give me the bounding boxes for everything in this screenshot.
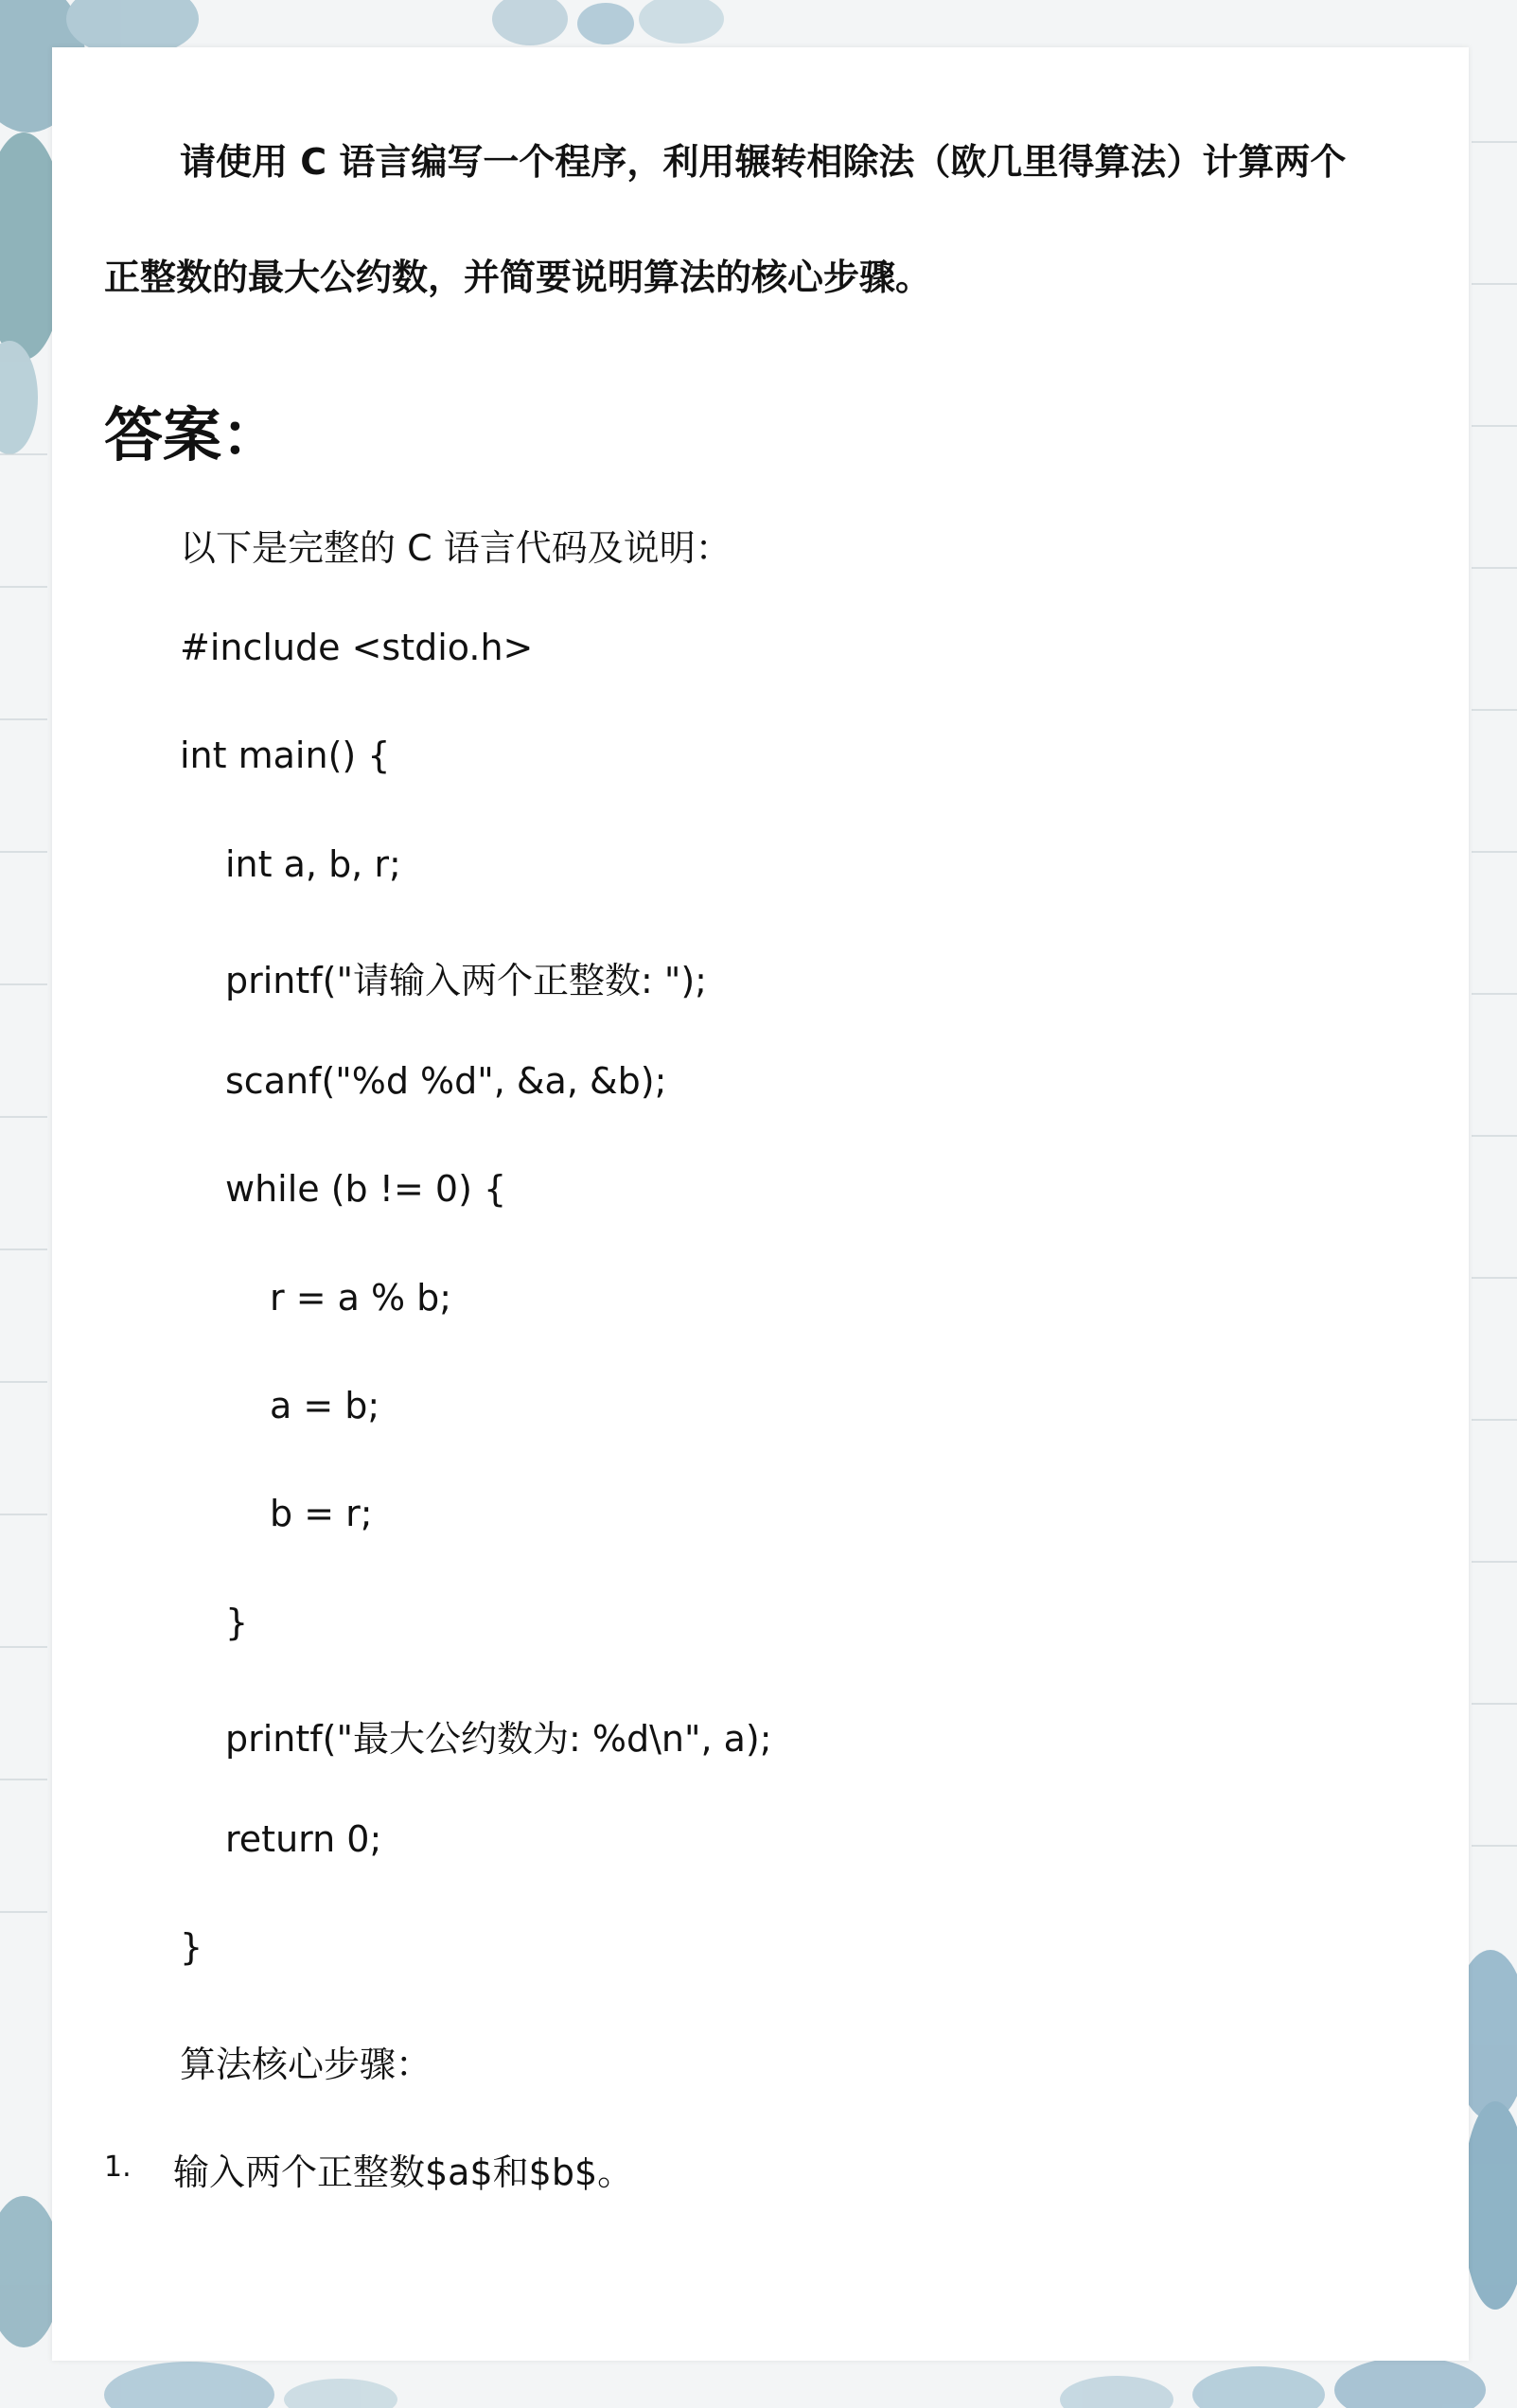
code-line: } <box>225 1602 249 1643</box>
code-line: r = a % b; <box>270 1277 452 1319</box>
code-line: } <box>180 1926 203 1968</box>
code-line: b = r; <box>270 1493 373 1534</box>
answer-intro: 以下是完整的 C 语言代码及说明： <box>180 527 732 569</box>
question-line-1: 请使用 C 语言编写一个程序，利用辗转相除法（欧几里得算法）计算两个 <box>180 141 1347 183</box>
code-line: #include <stdio.h> <box>180 627 534 668</box>
code-line: return 0; <box>225 1818 382 1860</box>
question-line-2: 正整数的最大公约数，并简要说明算法的核心步骤。 <box>104 257 932 298</box>
code-line: int a, b, r; <box>225 843 401 885</box>
code-line: while (b != 0) { <box>225 1168 507 1210</box>
code-line: printf("请输入两个正整数: "); <box>225 960 707 1001</box>
step-number: 1. <box>104 2151 132 2184</box>
steps-title: 算法核心步骤： <box>180 2044 432 2085</box>
code-line: printf("最大公约数为: %d\n", a); <box>225 1718 772 1760</box>
answer-heading: 答案： <box>104 400 281 469</box>
step-text: 输入两个正整数$a$和$b$。 <box>173 2151 634 2193</box>
code-line: scanf("%d %d", &a, &b); <box>225 1060 667 1102</box>
code-line: a = b; <box>270 1385 380 1426</box>
code-line: int main() { <box>180 735 391 776</box>
